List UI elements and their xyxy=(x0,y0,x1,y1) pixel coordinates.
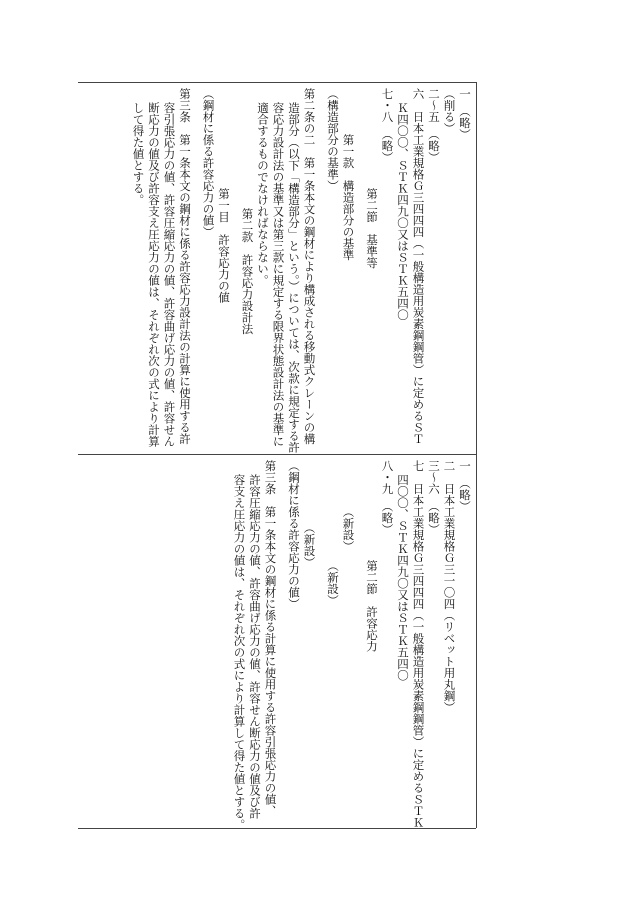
right-border xyxy=(476,82,477,828)
deleted-note: （削る） xyxy=(442,88,457,134)
middle-divider xyxy=(78,454,476,455)
item-2: 二 日本工業規格Ｇ三一〇四（リベット用丸鋼） xyxy=(442,460,457,713)
caption-allowable-stress: （鋼材に係る許容応力の値） xyxy=(287,460,301,610)
subsection-1-heading: 第一款 構造部分の基準 xyxy=(341,134,356,261)
top-border xyxy=(78,82,476,83)
item-1: 一 （略） xyxy=(458,460,472,512)
item-6-cont: Ｋ四〇〇、ＳＴＫ四九〇又はＳＴＫ五四〇 xyxy=(396,102,410,321)
revised-text-panel xyxy=(78,84,474,454)
current-text-panel xyxy=(78,456,474,831)
article-3: 第三条 第一条本文の鋼材に係る計算に使用する許容引張応力の値、 xyxy=(263,460,278,817)
section-2-heading: 第二節 許容応力 xyxy=(365,560,379,652)
bottom-border xyxy=(78,828,476,829)
new-provision-3: （新設） xyxy=(302,522,317,568)
caption-allowable-stress: （鋼材に係る許容応力の値） xyxy=(201,88,216,238)
item-1: 一 （略） xyxy=(458,88,472,140)
items-3-6: 三～六 （略） xyxy=(427,460,441,535)
item-7: 七 日本工業規格Ｇ三四四四（一般構造用炭素鋼鋼管）に定めるＳＴＫ xyxy=(411,460,426,828)
article-2-2-cont-1: 造部分（以下「構造部分」という。）については、次款に規定する許 xyxy=(287,102,301,453)
items-7-8: 七・八 （略） xyxy=(380,88,395,163)
article-3-cont-1: 許容圧縮応力の値、許容曲げ応力の値、許容せん断応力の値及び許 xyxy=(248,474,262,819)
section-2-heading: 第二節 基準等 xyxy=(365,188,379,269)
item-7-cont: 四〇〇、ＳＴＫ四九〇又はＳＴＫ五四〇 xyxy=(396,474,410,681)
article-3-cont-1: 容引張応力の値、許容圧縮応力の値、許容曲げ応力の値、許容せん xyxy=(162,102,177,447)
article-2-2-cont-2: 容応力設計法の基準又は第三款に規定する限界状態設計法の基準に xyxy=(271,102,286,447)
article-3-cont-3: して得た値とする。 xyxy=(131,102,146,206)
new-provision-1: （新設） xyxy=(341,506,356,552)
items-2-5: 二～五 （略） xyxy=(427,88,441,163)
item-6: 六 日本工業規格Ｇ三四四四（一般構造用炭素鋼鋼管）に定めるＳＴ xyxy=(411,88,426,445)
article-2-2: 第二条の二 第一条本文の鋼材により構成される移動式クレーンの構 xyxy=(302,88,317,445)
division-1-heading: 第一目 許容応力の値 xyxy=(217,188,231,303)
article-3-cont-2: 容支え圧応力の値は、それぞれ次の式により計算して得た値とする。 xyxy=(232,474,247,831)
article-3-cont-2: 断応力の値及び許容支え圧応力の値は、それぞれ次の式により計算 xyxy=(147,102,161,447)
article-2-2-cont-3: 適合するものでなければならない。 xyxy=(256,102,270,286)
items-8-9: 八・九 （略） xyxy=(380,460,395,535)
subsection-2-heading: 第二款 許容応力設計法 xyxy=(240,208,255,335)
article-3: 第三条 第一条本文の鋼材に係る許容応力設計法の計算に使用する許 xyxy=(178,88,192,445)
new-provision-2: （新設） xyxy=(326,560,340,606)
caption-structure-standard: （構造部分の基準） xyxy=(326,88,340,192)
